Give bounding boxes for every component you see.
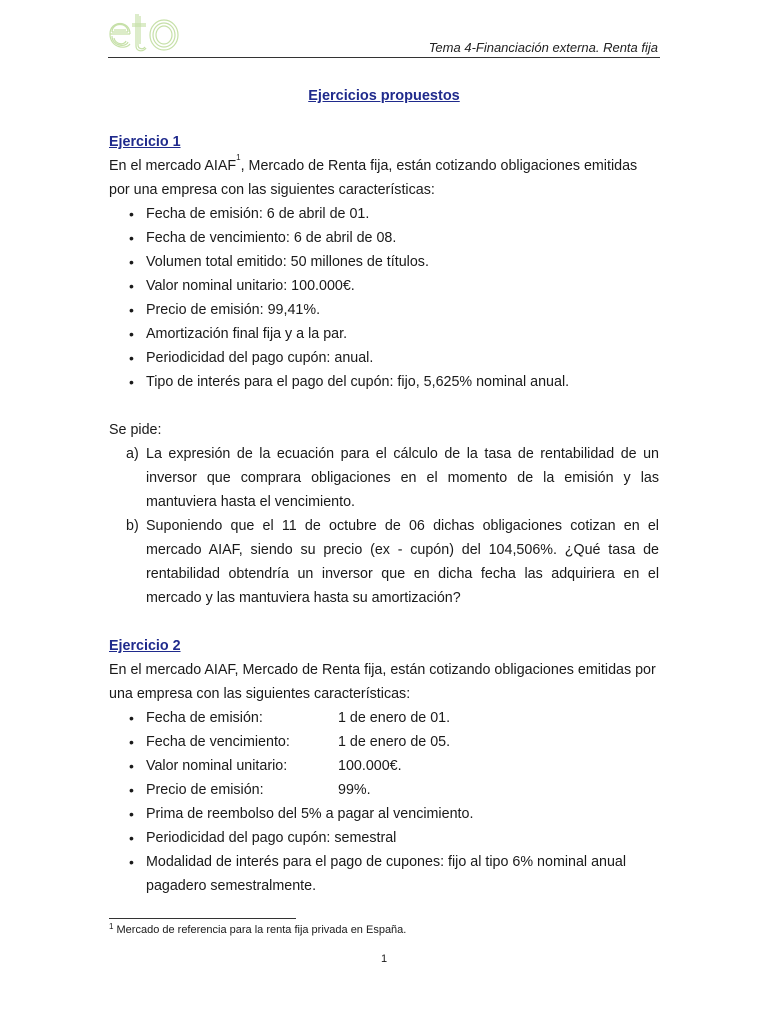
list-item: • Periodicidad del pago cupón: anual. <box>129 346 659 370</box>
se-pide-label: Se pide: <box>109 422 162 438</box>
eto-logo-icon <box>106 10 182 56</box>
question-item: a) La expresión de la ecuación para el cálculo de la tasa de rentabilidad de un inversor que comprara obligaciones en el momento de la emisión y las mantuviera hasta el vencimiento. <box>126 446 659 510</box>
exercise-2-characteristics <box>109 706 659 898</box>
list-item: • Modalidad de interés para el pago de cupones: fijo al tipo 6% nominal anual pagadero semestralmente. <box>129 850 659 898</box>
list-item: • Valor nominal unitario: 100.000€. <box>129 274 659 298</box>
exercise-2-intro: En el mercado AIAF, Mercado de Renta fija, están cotizando obligaciones emitidas por una empresa con las siguientes características: <box>109 662 656 702</box>
footnote: $^1$ Mercado de referencia para la renta fija privada en España. <box>109 922 407 936</box>
list-item: • Volumen total emitido: 50 millones de títulos. <box>129 250 659 274</box>
main-content <box>109 84 659 898</box>
list-item: • Fecha de emisión: 1 de enero de 01. <box>129 706 659 730</box>
page-number: 1 <box>380 953 388 965</box>
exercise-1-questions <box>109 442 659 610</box>
exercise-1-intro: En el mercado AIAF$^1$, Mercado de Renta fija, están cotizando obligaciones emitidas por una empresa con las siguientes características: <box>109 153 638 198</box>
list-item: • Fecha de vencimiento: 1 de enero de 05. <box>129 730 659 754</box>
header-rule <box>108 57 660 58</box>
list-item: • Precio de emisión: 99,41%. <box>129 298 659 322</box>
exercise-1-heading: Ejercicio 1 <box>109 134 181 150</box>
list-item: • Prima de reembolso del 5% a pagar al vencimiento. <box>129 802 659 826</box>
list-item: • Periodicidad del pago cupón: semestral <box>129 826 659 850</box>
exercise-2-heading: Ejercicio 2 <box>109 638 181 654</box>
list-item: • Fecha de vencimiento: 6 de abril de 08. <box>129 226 659 250</box>
list-item: • Fecha de emisión: 6 de abril de 01. <box>129 202 659 226</box>
list-item: • Valor nominal unitario: 100.000€. <box>129 754 659 778</box>
footnote-ref[interactable]: 1 <box>236 153 241 162</box>
list-item: • Tipo de interés para el pago del cupón: fijo, 5,625% nominal anual. <box>129 370 659 394</box>
footnote-rule <box>109 918 296 919</box>
page-title: Ejercicios propuestos <box>308 88 460 104</box>
question-item: b) Suponiendo que el 11 de octubre de 06 dichas obligaciones cotizan en el mercado AIAF, siendo su precio (ex - cupón) del 104,506%. ¿Qué tasa de rentabilidad obtendría un inversor que en dicha fecha las adquiriera en el mercado y las mantuviera hasta su amortización? <box>126 518 659 606</box>
list-item: • Amortización final fija y a la par. <box>129 322 659 346</box>
list-item: • Precio de emisión: 99%. <box>129 778 659 802</box>
running-header: Tema 4-Financiación externa. Renta fija <box>428 40 658 55</box>
exercise-1-characteristics <box>109 202 659 394</box>
